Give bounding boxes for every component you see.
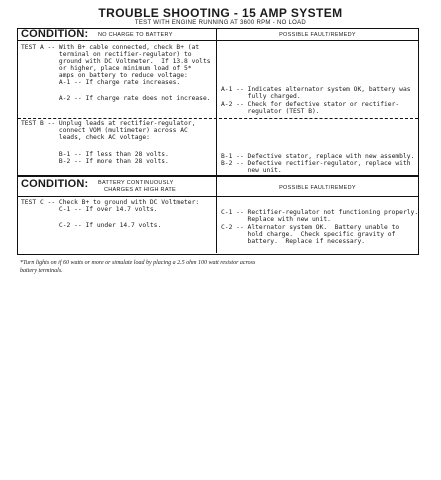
remedy-line: A-2 -- Check for defective stator or rectifier-: [221, 101, 400, 108]
test-b-line: B-2 -- If more than 28 volts.: [21, 158, 169, 165]
page-subtitle: TEST WITH ENGINE RUNNING AT 3600 RPM - NO LOAD: [134, 20, 307, 26]
test-c-line: C-1 -- If over 14.7 volts.: [21, 206, 158, 213]
test-b-line: TEST B -- Unplug leads at rectifier-regulator,: [21, 120, 196, 127]
condition-text-1: NO CHARGE TO BATTERY: [98, 32, 173, 38]
column-divider: [216, 175, 217, 253]
test-c-line: TEST C -- Check B+ to ground with DC Voltmeter:: [21, 199, 200, 206]
page-title: TROUBLE SHOOTING - 15 AMP SYSTEM: [98, 6, 343, 20]
remedy-line: hold charge. Check specific gravity of: [221, 231, 396, 238]
remedy-line: regulator (TEST B).: [221, 108, 320, 115]
remedy-line: C-1 -- Rectifier-regulator not functioning properly.: [221, 209, 419, 216]
divider: [18, 40, 418, 41]
remedy-line: battery. Replace if necessary.: [221, 238, 366, 245]
condition-label-2: CONDITION:: [21, 178, 89, 190]
test-a-line: A-2 -- If charge rate does not increase.: [21, 95, 211, 102]
test-c-line: C-2 -- If under 14.7 volts.: [21, 222, 162, 229]
remedy-line: new unit.: [221, 167, 282, 174]
divider: [18, 196, 418, 197]
column-divider: [216, 29, 217, 175]
troubleshooting-table: [17, 28, 419, 255]
condition-label-1: CONDITION:: [21, 28, 89, 40]
test-a-line: ground with DC Voltmeter. If 13.8 volts: [21, 58, 211, 65]
remedy-line: C-2 -- Alternator system OK. Battery unable to: [221, 224, 400, 231]
test-a-line: terminal on rectifier-regulator) to: [21, 51, 192, 58]
test-a-line: A-1 -- If charge rate increases.: [21, 79, 181, 86]
condition-text-2: BATTERY CONTINUOUSLY: [98, 180, 174, 186]
divider: [18, 118, 418, 119]
footnote-line: *Turn lights on if 60 watts or more or simulate load by placing a 2.5 ohm 100 watt resistor across: [20, 260, 256, 266]
remedy-line: Replace with new unit.: [221, 216, 331, 223]
condition-text-2: CHARGES AT HIGH RATE: [104, 187, 177, 193]
fault-header-1: POSSIBLE FAULT/REMEDY: [279, 32, 356, 38]
test-b-line: B-1 -- If less than 28 volts.: [21, 151, 169, 158]
test-a-line: or higher, place minimum load of 5*: [21, 65, 192, 72]
test-a-line: amps on battery to reduce voltage:: [21, 72, 188, 79]
footnote: [20, 259, 420, 275]
remedy-line: B-2 -- Defective rectifier-regulator, replace with: [221, 160, 411, 167]
remedy-line: fully charged.: [221, 93, 301, 100]
divider: [18, 175, 418, 177]
remedy-line: B-1 -- Defective stator, replace with new assembly.: [221, 153, 415, 160]
test-b-line: connect VOM (multimeter) across AC: [21, 127, 188, 134]
test-b-line: leads, check AC voltage:: [21, 134, 150, 141]
fault-header-2: POSSIBLE FAULT/REMEDY: [279, 185, 356, 191]
test-a-line: TEST A -- With B+ cable connected, check B+ (at: [21, 44, 200, 51]
footnote-line: battery terminals.: [20, 268, 63, 274]
remedy-line: A-1 -- Indicates alternator system OK, battery was: [221, 86, 411, 93]
